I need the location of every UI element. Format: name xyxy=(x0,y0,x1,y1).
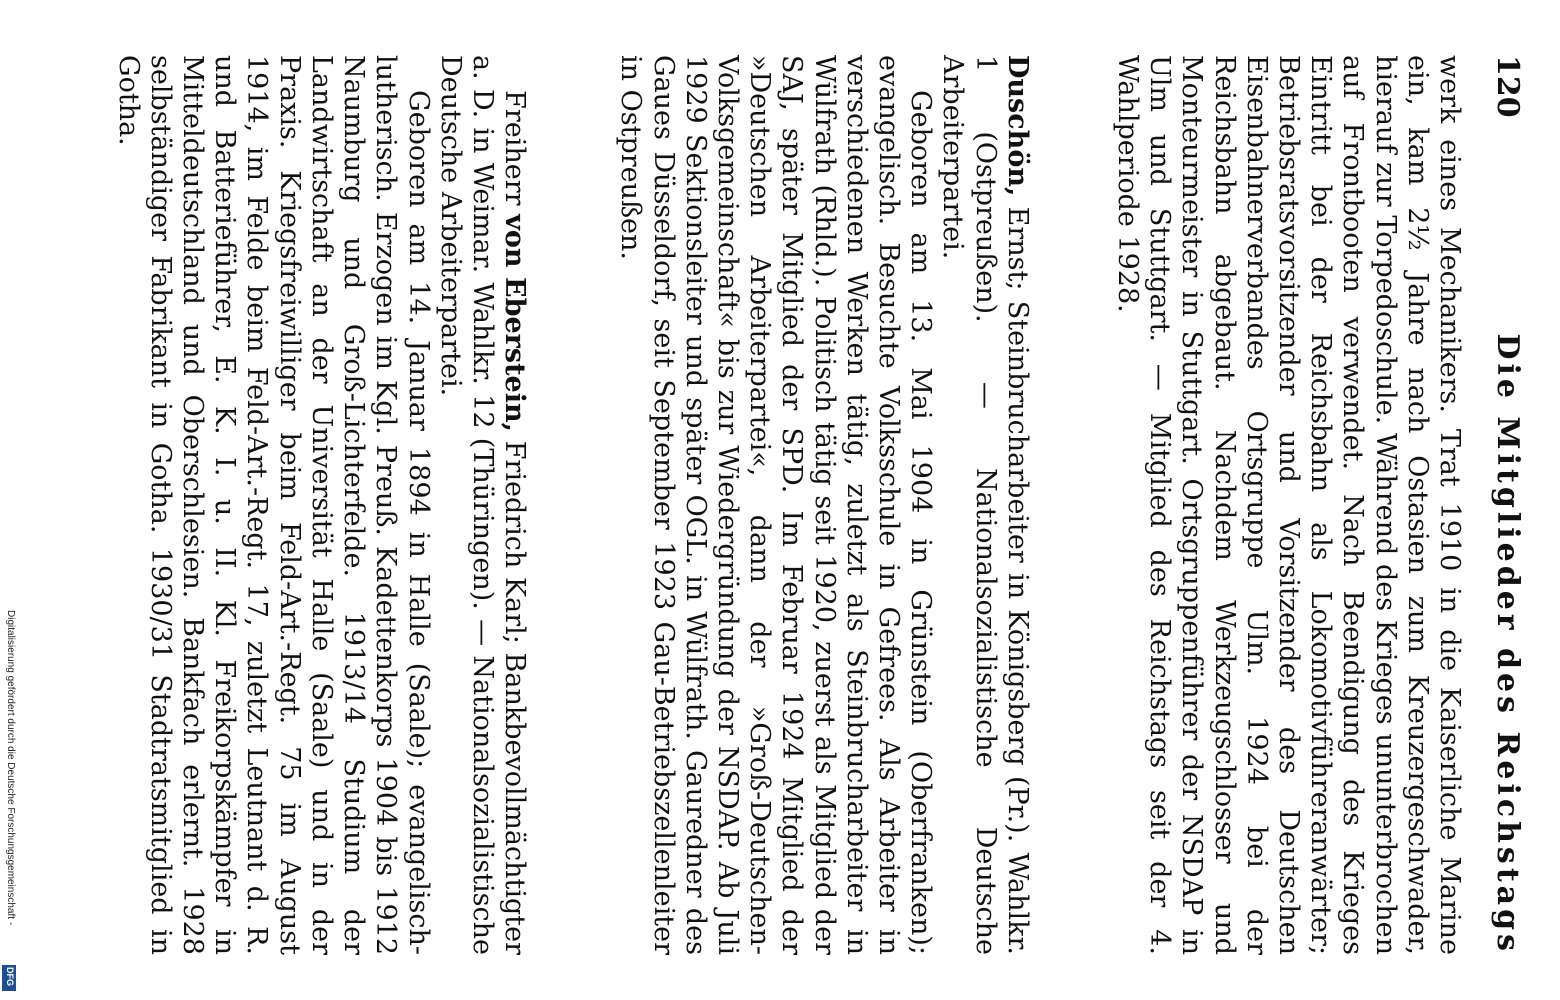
entry-eberstein xyxy=(111,55,530,955)
member-details: Ernst; Steinbrucharbeiter in Königsberg (Pr.). Wahlkr. 1 (Ostpreußen). — Nationalsozialistische Deutsche Arbeiterpartei. xyxy=(937,55,1033,955)
member-details: Friedrich Karl; Bankbevollmächtigter a. D. in Weimar. Wahlkr. 12 (Thüringen). — Nationalsozialistische Deutsche Arbeiterpartei. xyxy=(434,55,531,955)
page-header xyxy=(1473,55,1525,955)
running-title: Die Mitglieder des Reichstags xyxy=(1490,333,1525,955)
entry-paragraph: Geboren am 13. Mai 1904 in Grünstein (Oberfranken); evangelisch. Besuchte Volksschule in Gefrees. Als Arbeiter in verschiedenen Werken tätig, zuletzt als Steinbrucharbeiter in Wülfrath (Rhld.). Politisch tätig seit 1920, zuerst als Mitglied der SAJ, später Mitglied der SPD. Im Februar 1924 Mitglied der »Deutschen Arbeiterpartei«, dann der »Groß-Deutschen-Volksgemeinschaft« bis zur Wiedergründung der NSDAP. Ab Juli 1929 Sektionsleiter und später OGL. in Wülfrath. Gauredner des Gaues Düsseldorf, seit September 1923 Gau-Betriebszellenleiter in Ostpreußen. xyxy=(615,55,937,955)
entry-duschoen xyxy=(614,55,1033,955)
entry-continuation xyxy=(1111,55,1465,955)
entry-paragraph: werk eines Mechanikers. Trat 1910 in die Kaiserliche Marine ein, kam 2½ Jahre nach Ostasien zum Kreuzergeschwader, hierauf zur Torpedoschule. Während des Krieges ununterbrochen auf Frontbooten verwendet. Nach Beendigung des Krieges Eintritt bei der Reichsbahn als Lokomotivführeranwärter; Betriebsratsvorsitzender und Vorsitzender des Deutschen Eisenbahnerverbandes Ortsgruppe Ulm. 1924 bei der Reichsbahn abgebaut. Nachdem Werkzeugschlosser und Monteurmeister in Stuttgart. Ortsgruppenführer der NSDAP in Ulm und Stuttgart. — Mitglied des Reichstags seit der 4. Wahlperiode 1928. xyxy=(1111,55,1465,955)
entry-paragraph: Geboren am 14. Januar 1894 in Halle (Saale); evangelisch-lutherisch. Erzogen im Kgl. Preuß. Kadettenkorps 1904 bis 1912 Naumburg und Groß-Lichterfelde. 1913/14 Studium der Landwirtschaft an der Universität Halle (Saale) und in der Praxis. Kriegsfreiwilliger beim Feld-Art.-Regt. 75 im August 1914, im Felde beim Feld-Art.-Regt. 17, zuletzt Leutnant d. R. und Batterieführer, E. K. I. u. II. Kl. Freikorpskämpfer in Mitteldeutschland und Oberschlesien. Bankfach erlernt. 1928 selbständiger Fabrikant in Gotha. 1930/31 Stadtratsmitglied in Gotha. xyxy=(112,55,434,955)
credit-text: Digitalisierung gefördert durch die Deutsche Forschungsgemeinschaft - xyxy=(5,610,16,926)
dfg-logo-text: DFG xyxy=(5,967,15,986)
document-page xyxy=(112,55,1525,955)
entry-heading xyxy=(936,55,1033,955)
digitization-credit xyxy=(2,610,16,1000)
member-name: von Eberstein, xyxy=(499,214,531,433)
member-name: Duschön, xyxy=(1001,55,1033,197)
page-number: 120 xyxy=(1490,55,1525,118)
entry-heading xyxy=(434,55,531,955)
dfg-logo xyxy=(2,965,16,991)
member-title: Freiherr xyxy=(499,90,531,215)
